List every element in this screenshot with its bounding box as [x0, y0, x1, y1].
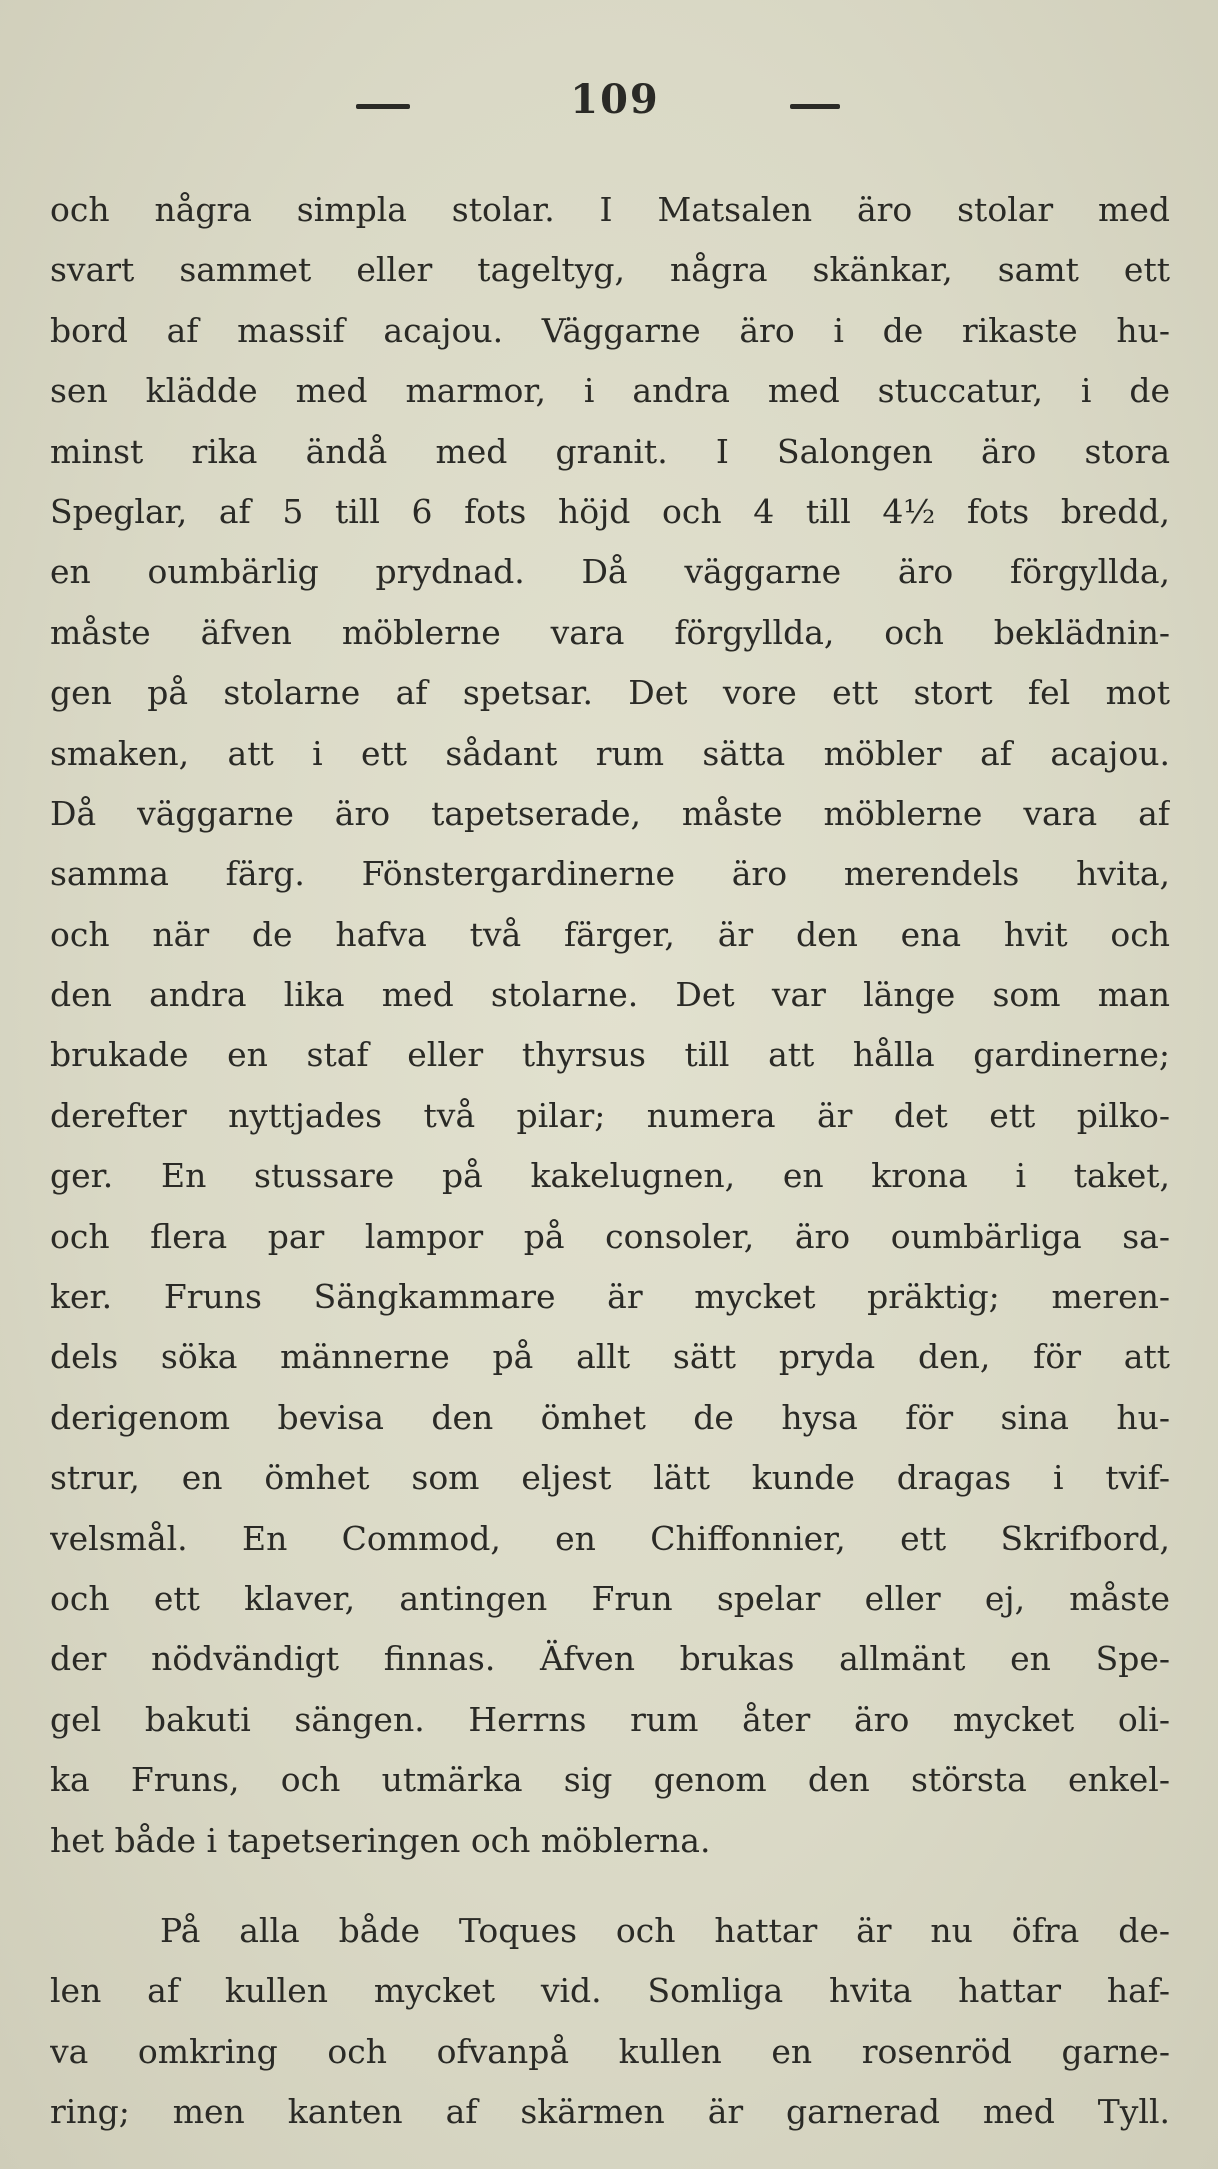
- text-line: ger. En stussare på kakelugnen, en krona i taket,: [50, 1156, 1170, 1196]
- text-line: minst rika ändå med granit. I Salongen äro stora: [50, 431, 1170, 471]
- text-line: och när de hafva två färger, är den ena hvit och: [50, 914, 1170, 954]
- text-line: På alla både Toques och hattar är nu öfra de-: [160, 1910, 1170, 1950]
- text-line: svart sammet eller tageltyg, några skänkar, samt ett: [50, 250, 1170, 290]
- text-line: och flera par lampor på consoler, äro oumbärliga sa-: [50, 1216, 1170, 1256]
- text-line: och några simpla stolar. I Matsalen äro stolar med: [50, 190, 1170, 229]
- text-line: en oumbärlig prydnad. Då väggarne äro förgyllda,: [50, 552, 1170, 592]
- text-line: bord af massif acajou. Väggarne äro i de rikaste hu-: [50, 310, 1170, 350]
- text-line: ring; men kanten af skärmen är garnerad med Tyll.: [50, 2092, 1170, 2132]
- text-line: smaken, att i ett sådant rum sätta möbler af acajou.: [50, 733, 1170, 773]
- header-dash-left: [356, 104, 410, 109]
- paragraph-gap: [50, 1871, 1170, 1901]
- page-header: [0, 76, 1218, 136]
- text-line: och ett klaver, antingen Frun spelar eller ej, måste: [50, 1578, 1170, 1618]
- text-line: strur, en ömhet som eljest lätt kunde dragas i tvif-: [50, 1458, 1170, 1498]
- text-line: va omkring och ofvanpå kullen en rosenröd garne-: [50, 2031, 1170, 2071]
- text-line: den andra lika med stolarne. Det var länge som man: [50, 975, 1170, 1015]
- text-line: derigenom bevisa den ömhet de hysa för sina hu-: [50, 1397, 1170, 1437]
- text-line: måste äfven möblerne vara förgyllda, och beklädnin-: [50, 612, 1170, 652]
- text-line: gen på stolarne af spetsar. Det vore ett stort fel mot: [50, 673, 1170, 713]
- paragraph: [50, 180, 1170, 1871]
- text-line: ker. Fruns Sängkammare är mycket präktig; meren-: [50, 1277, 1170, 1317]
- body-text: [50, 180, 1170, 2143]
- text-line: samma färg. Fönstergardinerne äro merendels hvita,: [50, 854, 1170, 894]
- text-line: der nödvändigt finnas. Äfven brukas allmänt en Spe-: [50, 1639, 1170, 1679]
- text-line: len af kullen mycket vid. Somliga hvita hattar haf-: [50, 1971, 1170, 2011]
- text-line: Speglar, af 5 till 6 fots höjd och 4 till 4½ fots bredd,: [50, 491, 1170, 531]
- text-line: ka Fruns, och utmärka sig genom den största enkel-: [50, 1760, 1170, 1800]
- text-line: velsmål. En Commod, en Chiffonnier, ett Skrifbord,: [50, 1518, 1170, 1558]
- text-line: brukade en staf eller thyrsus till att hålla gardinerne;: [50, 1035, 1170, 1075]
- text-line: derefter nyttjades två pilar; numera är det ett pilko-: [50, 1095, 1170, 1135]
- text-line: gel bakuti sängen. Herrns rum åter äro mycket oli-: [50, 1699, 1170, 1739]
- text-line: het både i tapetseringen och möblerna.: [50, 1820, 711, 1860]
- text-line: Då väggarne äro tapetserade, måste möblerne vara af: [50, 793, 1170, 833]
- paragraph: [50, 1901, 1170, 2143]
- header-dash-right: [790, 104, 840, 109]
- page-number: 109: [570, 76, 660, 123]
- text-line: sen klädde med marmor, i andra med stuccatur, i de: [50, 371, 1170, 411]
- text-line: dels söka männerne på allt sätt pryda den, för att: [50, 1337, 1170, 1377]
